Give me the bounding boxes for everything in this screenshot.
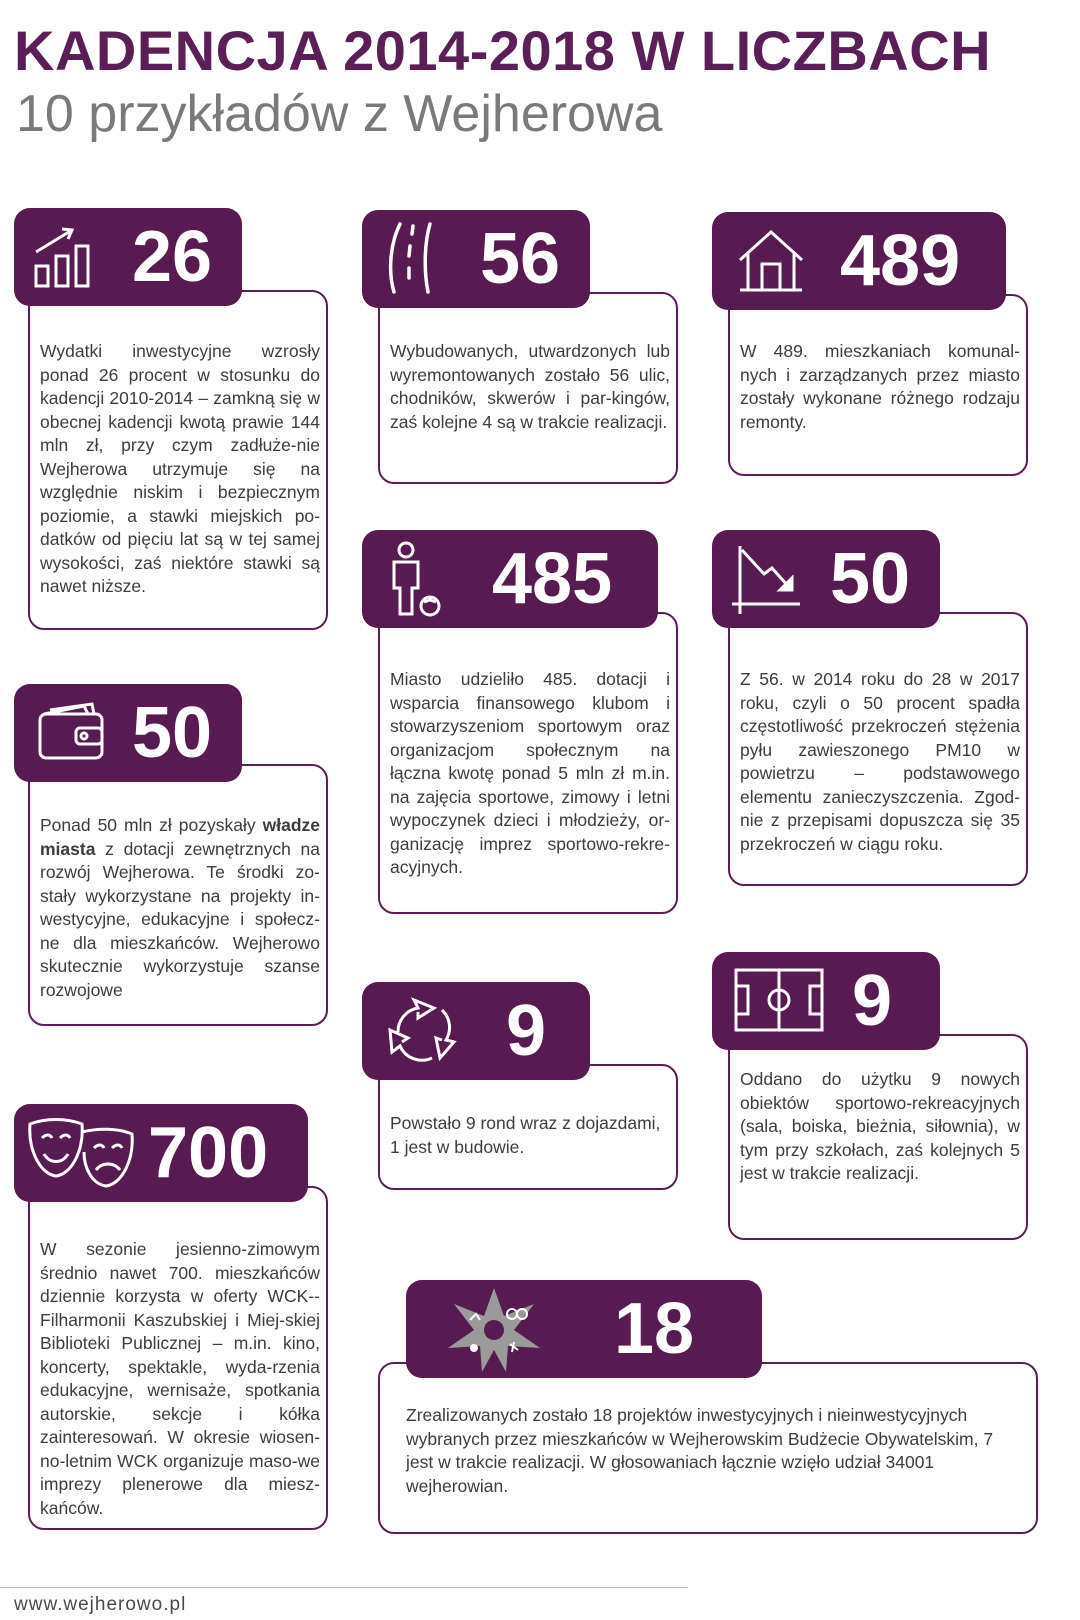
stat-number: 26 (132, 217, 213, 297)
stat-text: Zrealizowanych zostało 18 projektów inwestycyjnych i nieinwestycyjnych wybranych przez mieszkańców w Wejherowskim Budżecie Obywatelskim, 7 jest w trakcie realizacji. W głosowaniach łącznie wzięło udział 34001 wejherowian. (406, 1405, 994, 1496)
stat-card-civic-budget (378, 1362, 1038, 1534)
wallet-icon (36, 702, 106, 762)
stat-text: Ponad 50 mln zł pozyskały władze miasta z dotacji zewnętrznych na rozwój Wejherowa. Te środki zo-stały wykorzystane na projekty in-westycyjne, edukacyjne i społecz-ne dla mieszkańców. Wejherowo skutecznie wykorzystuje szanse rozwojowe (40, 815, 320, 1000)
stat-number: 56 (480, 219, 561, 299)
stat-card-external-funds (28, 764, 328, 1026)
civic-budget-star-icon (446, 1286, 542, 1374)
stat-header (712, 212, 1006, 310)
chart-growth-icon (32, 224, 98, 290)
stat-number: 50 (830, 539, 911, 619)
stat-number: 489 (840, 221, 961, 301)
roundabout-icon (384, 996, 460, 1066)
stat-card-sport-facilities (728, 1034, 1028, 1240)
stat-header (712, 952, 940, 1050)
stat-number: 50 (132, 693, 213, 773)
stat-header (14, 1104, 308, 1202)
stat-header (14, 684, 242, 782)
stat-text: Miasto udzieliło 485. dotacji i wsparcia finansowego klubom i stowarzyszeniom sportowym oraz organizacjom społecznym na łączna kwotę ponad 5 mln zł m.in. na zajęcia sportowe, zimowy i letni wypoczynek dzieci i młodzieży, or-ganizację imprez sportowo-rekre-acyjnych. (390, 669, 670, 877)
stat-header (406, 1280, 762, 1378)
footer-url[interactable]: www.wejherowo.pl (14, 1594, 187, 1615)
stat-header (14, 208, 242, 306)
stat-number: 9 (852, 961, 893, 1041)
football-pitch-icon (734, 968, 824, 1032)
stat-card-roundabouts (378, 1064, 678, 1190)
road-icon (382, 220, 442, 296)
stat-number: 485 (492, 539, 613, 619)
stat-card-housing (728, 294, 1028, 476)
stat-card-roads (378, 292, 678, 484)
stat-header (362, 530, 658, 628)
house-icon (736, 228, 806, 294)
stat-card-culture (28, 1186, 328, 1530)
stat-header (362, 982, 590, 1080)
theatre-masks-icon (26, 1116, 136, 1190)
stat-number: 9 (506, 991, 547, 1071)
stat-card-sport-grants (378, 612, 678, 914)
stat-number: 18 (614, 1289, 695, 1369)
page-title: KADENCJA 2014-2018 W LICZBACH (14, 19, 992, 82)
page-subtitle: 10 przykładów z Wejherowa (16, 85, 663, 143)
stat-text: W 489. mieszkaniach komunal-nych i zarządzanych przez miasto zostały wykonane różnego rodzaju remonty. (740, 341, 1020, 432)
stat-text: Z 56. w 2014 roku do 28 w 2017 roku, czyli o 50 procent spadła częstotliwość przekroczeń stężenia pyłu zawieszonego PM10 w powietrzu – podstawowego elementu zanieczyszczenia. Zgod-nie z przepisami dopuszcza się 35 przekroczeń w ciągu roku. (740, 669, 1020, 854)
stat-number: 700 (148, 1113, 269, 1193)
athlete-ball-icon (384, 540, 444, 620)
stat-text: Oddano do użytku 9 nowych obiektów sportowo-rekreacyjnych (sala, boiska, bieżnia, siłownia), w tym przy szkołach, zaś kolejnych 5 jest w trakcie realizacji. (740, 1069, 1020, 1183)
trend-down-icon (730, 544, 802, 616)
stat-text: Wydatki inwestycyjne wzrosły ponad 26 procent w stosunku do kadencji 2010-2014 – zamkną się w obecnej kadencji kwotą prawie 144 mln zł, przy czym zadłuże-nie Wejherowa utrzymuje się na względnie niskim i bezpiecznym poziomie, a stawki miejskich po-datków od pięciu lat są w tej samej wysokości, zaś niektóre stawki są nawet niższe. (40, 341, 320, 596)
stat-text: W sezonie jesienno-zimowym średnio nawet 700. mieszkańców dziennie korzysta w oferty WCK--Filharmonii Kaszubskiej i Miej-skiej Biblioteki Publicznej – m.in. kino, koncerty, spektakle, wyda-rzenia edukacyjne, wernisaże, spotkania autorskie, sekcje i kółka zainteresowań. W okresie wiosen-no-letnim WCK organizuje maso-we imprezy plenerowe dla miesz-kańców. (40, 1239, 320, 1518)
stat-text: Wybudowanych, utwardzonych lub wyremontowanych zostało 56 ulic, chodników, skwerów i par-kingów, zaś kolejne 4 są w trakcie realizacji. (390, 341, 670, 432)
stat-text: Powstało 9 rond wraz z dojazdami, 1 jest w budowie. (390, 1113, 661, 1157)
stat-card-air-quality (728, 612, 1028, 886)
stat-card-investment (28, 290, 328, 630)
stat-header (712, 530, 940, 628)
stat-header (362, 210, 590, 308)
footer-divider (0, 1587, 688, 1588)
